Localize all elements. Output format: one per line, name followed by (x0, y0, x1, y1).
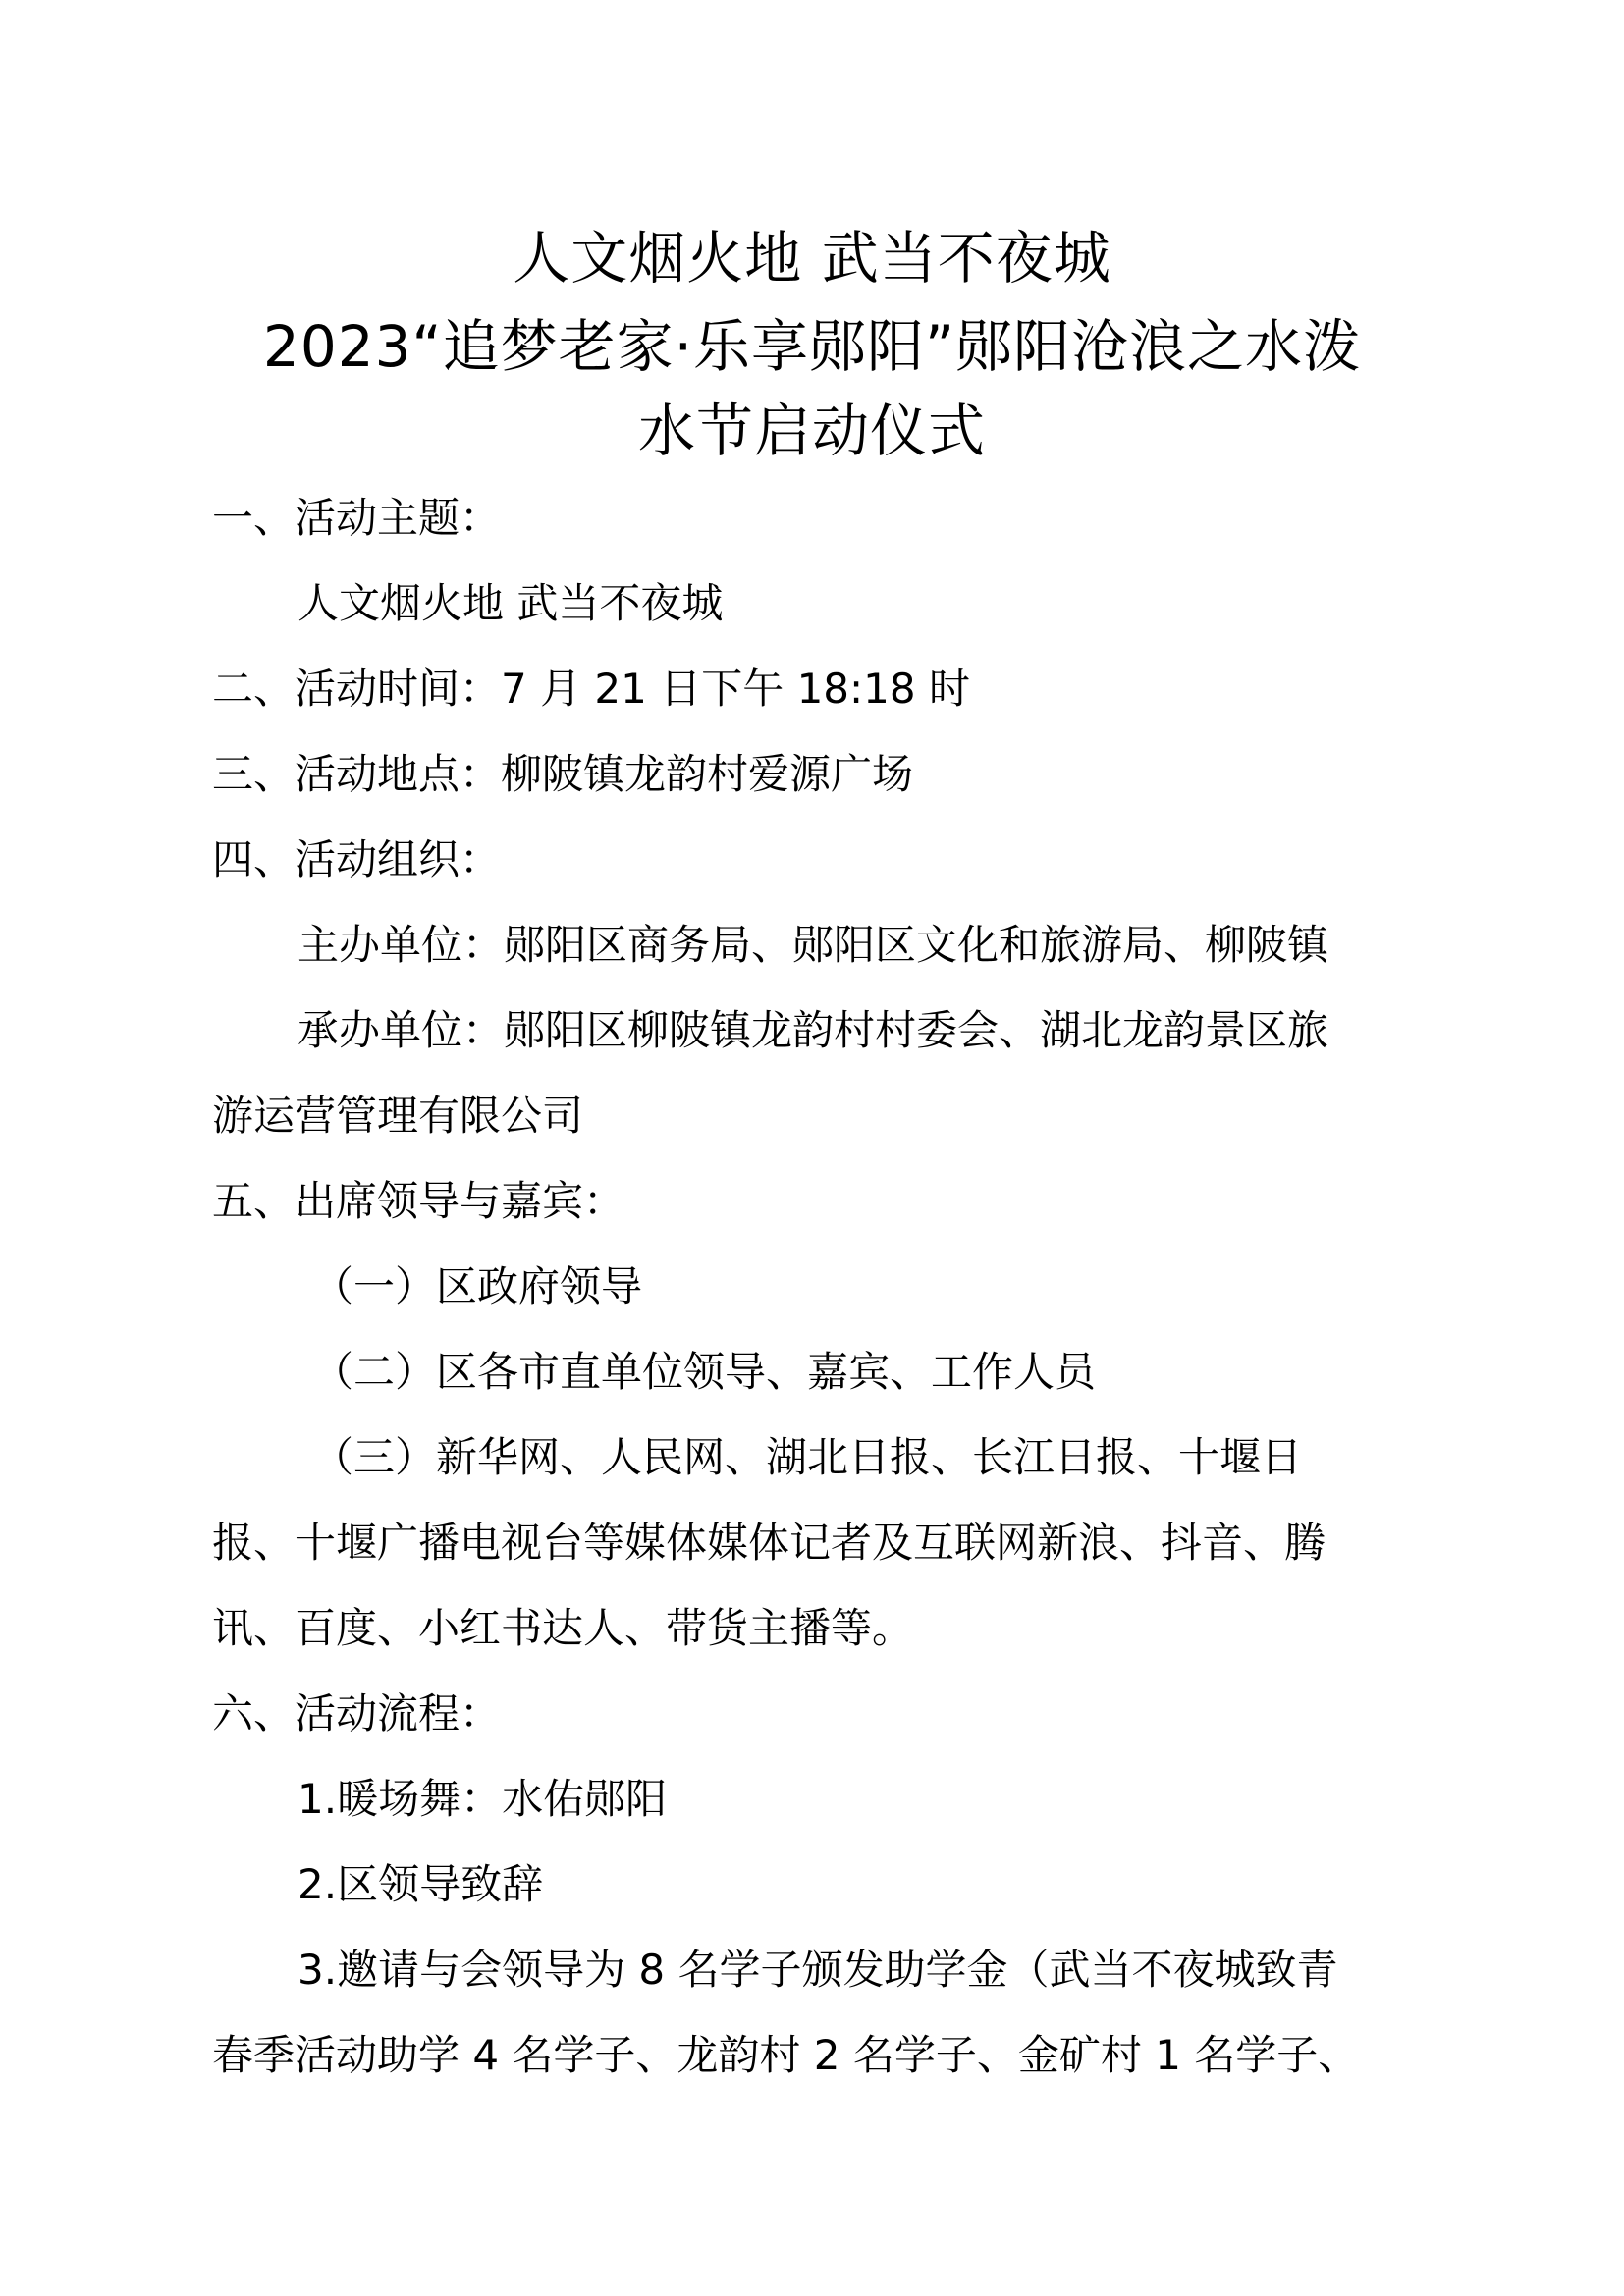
title-line-3: 水节启动仪式 (637, 398, 986, 464)
section-theme-heading: 一、活动主题： (212, 494, 502, 542)
agenda-step-2: 2.区领导致辞 (298, 1860, 544, 1908)
section-organization-heading: 四、活动组织： (212, 835, 502, 883)
host-unit: 主办单位：郧阳区商务局、郧阳区文化和旅游局、柳陂镇 (298, 921, 1329, 969)
guest-item-2: （二）区各市直单位领导、嘉宾、工作人员 (312, 1348, 1097, 1396)
section-theme-body: 人文烟火地 武当不夜城 (298, 579, 724, 627)
section-location: 三、活动地点：柳陂镇龙韵村爱源广场 (212, 750, 914, 798)
guest-item-3-line-1: （三）新华网、人民网、湖北日报、长江日报、十堰日 (312, 1433, 1303, 1481)
agenda-step-3-line-2: 春季活动助学 4 名学子、龙韵村 2 名学子、金矿村 1 名学子、 (212, 2031, 1360, 2079)
guest-item-3-line-3: 讯、百度、小红书达人、带货主播等。 (212, 1604, 914, 1652)
organizer-unit-line-2: 游运营管理有限公司 (212, 1092, 584, 1140)
agenda-step-1: 1.暖场舞：水佑郧阳 (298, 1775, 668, 1823)
agenda-step-3-line-1: 3.邀请与会领导为 8 名学子颁发助学金（武当不夜城致青 (298, 1946, 1338, 1994)
guest-item-1: （一）区政府领导 (312, 1262, 643, 1310)
section-guests-heading: 五、出席领导与嘉宾： (212, 1177, 625, 1225)
section-agenda-heading: 六、活动流程： (212, 1689, 502, 1737)
title-line-1: 人文烟火地 武当不夜城 (513, 225, 1111, 292)
guest-item-3-line-2: 报、十堰广播电视台等媒体媒体记者及互联网新浪、抖音、腾 (212, 1519, 1326, 1567)
title-line-2: 2023“追梦老家·乐享郧阳”郧阳沧浪之水泼 (262, 313, 1362, 380)
section-time: 二、活动时间：7 月 21 日下午 18:18 时 (212, 665, 970, 713)
organizer-unit-line-1: 承办单位：郧阳区柳陂镇龙韵村村委会、湖北龙韵景区旅 (298, 1006, 1329, 1054)
